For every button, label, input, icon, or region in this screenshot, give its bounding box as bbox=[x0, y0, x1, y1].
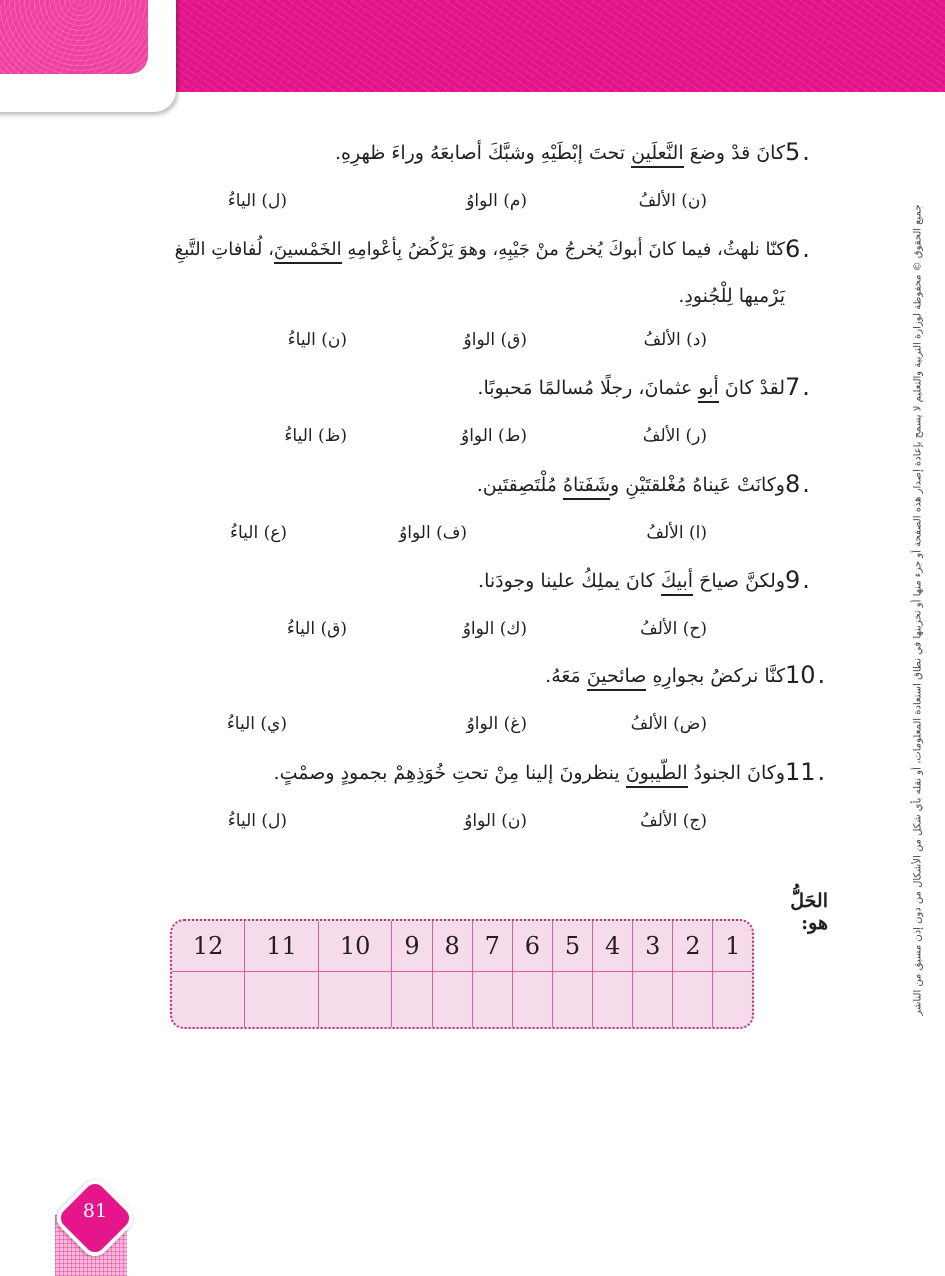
option-yaa: (ن) الياءُ bbox=[287, 330, 347, 350]
grid-answer-cell[interactable] bbox=[512, 972, 552, 1028]
question-text: كنَّا نركضُ بجوارِهِ صائحينَ مَعَهُ. bbox=[545, 665, 785, 687]
option-alif: (ا) الألفُ bbox=[646, 523, 707, 543]
question-text: كنّا نلهثُ، فيما كانَ أبوكَ يُخرجُ منْ جَيْبِهِ، وهوَ يَرْكُضُ بِأعْوامِهِ الخَمْسينَ، لُفافاتِ التَّبغِ bbox=[175, 239, 785, 260]
answer-grid-answer-row bbox=[172, 972, 752, 1028]
question-number: 6. bbox=[785, 235, 810, 263]
answer-grid-header-row bbox=[172, 921, 752, 972]
option-alif: (ح) الألفُ bbox=[640, 619, 707, 639]
grid-header-cell: 5 bbox=[552, 921, 592, 972]
option-yaa: (ي) الياءُ bbox=[226, 714, 287, 734]
grid-header-cell: 2 bbox=[673, 921, 713, 972]
question-text: ولكنَّ صياحَ أبيكَ كانَ يملِكُ علينا وجودَنا. bbox=[478, 570, 785, 592]
option-waw: (ن) الواوُ bbox=[464, 811, 527, 831]
question-number: 8. bbox=[785, 470, 810, 498]
page-number: 81 bbox=[82, 1200, 108, 1222]
grid-answer-cell[interactable] bbox=[673, 972, 713, 1028]
grid-header-cell: 10 bbox=[318, 921, 392, 972]
grid-answer-cell[interactable] bbox=[172, 972, 245, 1028]
option-waw: (ك) الواوُ bbox=[462, 619, 527, 639]
grid-header-cell: 7 bbox=[472, 921, 512, 972]
question-text: وكانَتْ عَيناهُ مُغْلقتَيْنِ وشَفَتاهُ مُلْتَصِقتَين. bbox=[477, 474, 785, 496]
grid-answer-cell[interactable] bbox=[633, 972, 673, 1028]
question-text: كانَ قدْ وضعَ النَّعلَين تحتَ إبْطَيْهِ وشبَّكَ أصابعَهُ وراءَ ظهرِهِ. bbox=[335, 142, 785, 164]
grid-header-cell: 3 bbox=[633, 921, 673, 972]
grid-header-cell: 11 bbox=[245, 921, 319, 972]
option-yaa: (ل) الياءُ bbox=[227, 811, 287, 831]
grid-answer-cell[interactable] bbox=[472, 972, 512, 1028]
question-number: 9. bbox=[785, 566, 810, 594]
option-waw: (غ) الواوُ bbox=[466, 714, 527, 734]
grid-header-cell: 4 bbox=[593, 921, 633, 972]
grid-answer-cell[interactable] bbox=[552, 972, 592, 1028]
option-waw: (ف) الواوُ bbox=[399, 523, 467, 543]
grid-header-cell: 8 bbox=[432, 921, 472, 972]
grid-header-cell: 6 bbox=[512, 921, 552, 972]
option-alif: (ج) الألفُ bbox=[640, 811, 707, 831]
question-number: 11. bbox=[785, 758, 826, 786]
answer-label: الحَلُّ هو: bbox=[790, 890, 828, 934]
grid-answer-cell[interactable] bbox=[593, 972, 633, 1028]
question-text: وكانَ الجنودُ الطّيبونَ ينظرونَ إلينا مِنْ تحتِ خُوَذِهِمْ بجمودٍ وصمْتٍ. bbox=[274, 762, 785, 784]
copyright-notice: جميع الحقوق © محفوظة لوزارة التربية والتعليم لا يسمح بإعادة إصدار هذه الصفحة أو جزء منها أو تخزينها في نطاق استعادة المعلومات، أو نقله بأي شكل من الأشكال من دون إذن مسبق من الناشر bbox=[912, 204, 924, 1016]
question-text: لقدْ كانَ أبو عثمانَ، رجلًا مُسالمًا مَحبوبًا. bbox=[477, 377, 785, 399]
option-yaa: (ظ) الياءُ bbox=[284, 426, 347, 446]
grid-answer-cell[interactable] bbox=[392, 972, 432, 1028]
grid-answer-cell[interactable] bbox=[432, 972, 472, 1028]
option-yaa: (ق) الياءُ bbox=[286, 619, 347, 639]
option-alif: (ن) الألفُ bbox=[638, 191, 707, 211]
question-text-continued: يَرْميها لِلْجُنودِ. bbox=[678, 285, 785, 307]
grid-header-cell: 12 bbox=[172, 921, 245, 972]
question-number: 5. bbox=[785, 138, 810, 166]
question-number: 10. bbox=[785, 661, 826, 689]
option-alif: (ر) الألفُ bbox=[642, 426, 707, 446]
option-yaa: (ل) الياءُ bbox=[227, 191, 287, 211]
corner-decoration bbox=[0, 0, 176, 112]
option-waw: (ط) الواوُ bbox=[460, 426, 527, 446]
grid-header-cell: 1 bbox=[713, 921, 752, 972]
option-yaa: (ع) الياءُ bbox=[229, 523, 287, 543]
option-alif: (د) الألفُ bbox=[643, 330, 707, 350]
grid-answer-cell[interactable] bbox=[318, 972, 392, 1028]
grid-header-cell: 9 bbox=[392, 921, 432, 972]
answer-grid bbox=[170, 919, 754, 1029]
option-waw: (م) الواوُ bbox=[466, 191, 527, 211]
question-number: 7. bbox=[785, 373, 810, 401]
option-waw: (ق) الواوُ bbox=[463, 330, 527, 350]
option-alif: (ض) الألفُ bbox=[630, 714, 707, 734]
grid-answer-cell[interactable] bbox=[245, 972, 319, 1028]
grid-answer-cell[interactable] bbox=[713, 972, 752, 1028]
